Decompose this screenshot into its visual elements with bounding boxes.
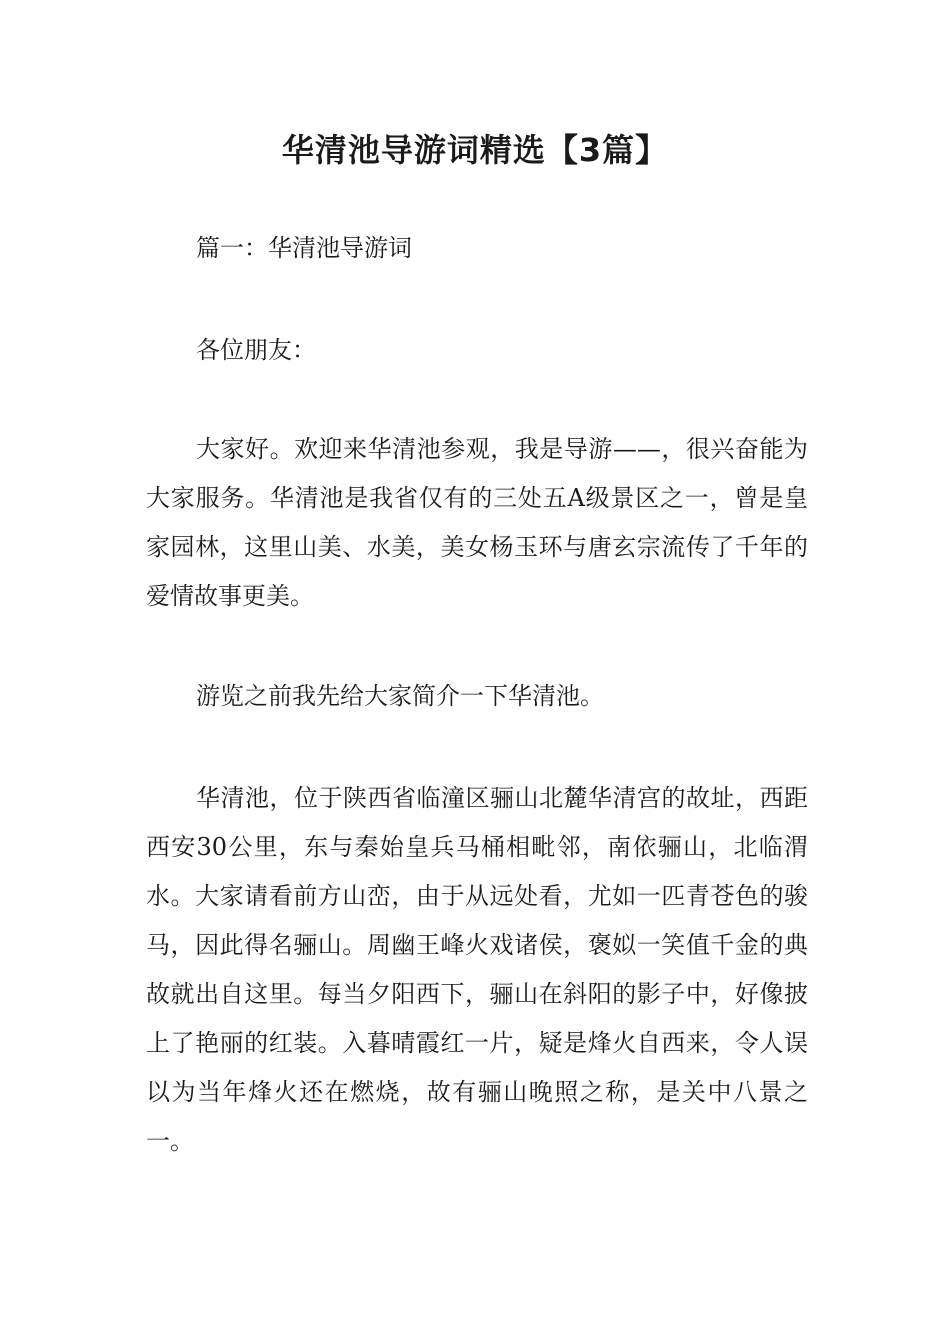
intro-paragraph: 大家好。欢迎来华清池参观，我是导游——，很兴奋能为大家服务。华清池是我省仅有的三处五A级景区之一，曾是皇家园林，这里山美、水美，美女杨玉环与唐玄宗流传了千年的爱情故事更美。 [146, 435, 808, 610]
greeting-paragraph: 各位朋友： [196, 336, 316, 364]
intro-block [146, 425, 808, 621]
location-paragraph: 华清池，位于陕西省临潼区骊山北麓华清宫的故址，西距西安30公里，东与秦始皇兵马桶相毗邻，南依骊山，北临渭水。大家请看前方山峦，由于从远处看，尤如一匹青苍色的骏马，因此得名骊山。周幽王峰火戏诸侯，褒姒一笑值千金的典故就出自这里。每当夕阳西下，骊山在斜阳的影子中，好像披上了艳丽的红装。入暮晴霞红一片，疑是烽火自西来，令人误以为当年烽火还在燃烧，故有骊山晚照之称，是关中八景之一。 [146, 784, 808, 1155]
preview-paragraph: 游览之前我先给大家简介一下华清池。 [196, 682, 604, 710]
preview-block [146, 672, 808, 721]
location-block [146, 774, 808, 1166]
document-title: 华清池导游词精选【3篇】 [281, 131, 669, 169]
greeting-block [146, 326, 808, 375]
section-heading-block [146, 224, 808, 273]
section-heading: 篇一：华清池导游词 [196, 234, 412, 262]
